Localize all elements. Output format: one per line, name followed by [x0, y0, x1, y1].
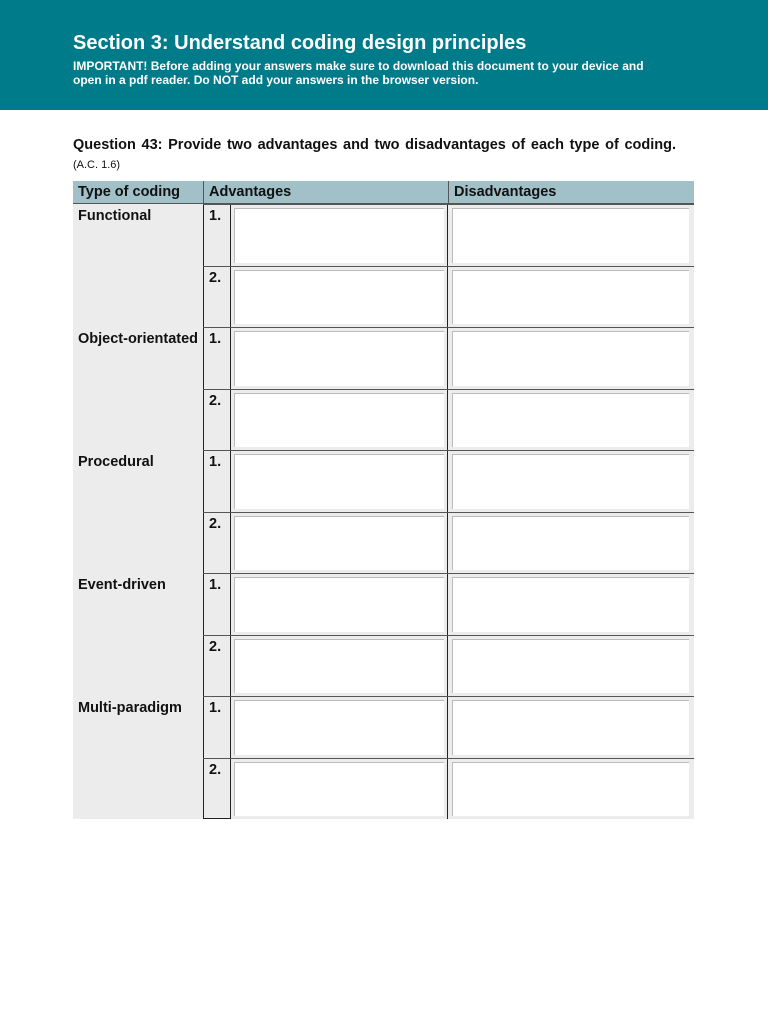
functional-advantage-2-field[interactable]	[234, 270, 444, 324]
procedural-disadvantage-1-field[interactable]	[452, 454, 689, 509]
coding-types-table	[73, 181, 694, 819]
section-banner	[0, 0, 768, 110]
event-driven-disadvantage-1-field[interactable]	[452, 577, 689, 632]
row-group-event-driven	[73, 573, 694, 696]
row-number: 2.	[203, 390, 231, 450]
table-row	[203, 389, 694, 450]
functional-disadvantage-2-field[interactable]	[452, 270, 689, 324]
row-group-functional	[73, 204, 694, 327]
coding-type-label: Object-orientated	[73, 327, 203, 450]
multi-paradigm-advantage-1-field[interactable]	[234, 700, 444, 755]
row-number: 1.	[203, 451, 231, 512]
row-number: 2.	[203, 759, 231, 819]
header-disadvantages: Disadvantages	[448, 181, 694, 203]
row-number: 1.	[203, 328, 231, 389]
functional-disadvantage-1-field[interactable]	[452, 208, 689, 263]
multi-paradigm-disadvantage-1-field[interactable]	[452, 700, 689, 755]
event-driven-advantage-1-field[interactable]	[234, 577, 444, 632]
functional-advantage-1-field[interactable]	[234, 208, 444, 263]
object-orientated-advantage-2-field[interactable]	[234, 393, 444, 447]
procedural-advantage-1-field[interactable]	[234, 454, 444, 509]
row-number: 2.	[203, 267, 231, 327]
row-group-object-orientated	[73, 327, 694, 450]
table-row	[203, 266, 694, 327]
table-row	[203, 635, 694, 696]
procedural-disadvantage-2-field[interactable]	[452, 516, 689, 570]
header-type-of-coding: Type of coding	[78, 184, 181, 200]
row-number: 1.	[203, 205, 231, 266]
assessment-criteria: (A.C. 1.6)	[73, 159, 121, 171]
table-row	[203, 696, 694, 758]
multi-paradigm-advantage-2-field[interactable]	[234, 762, 444, 816]
table-row	[203, 450, 694, 512]
row-group-procedural	[73, 450, 694, 573]
table-row	[203, 327, 694, 389]
table-row	[203, 758, 694, 819]
coding-type-label: Procedural	[73, 450, 203, 573]
object-orientated-advantage-1-field[interactable]	[234, 331, 444, 386]
row-number: 2.	[203, 636, 231, 696]
question-text: Question 43: Provide two advantages and two disadvantages of each type of coding.	[73, 137, 676, 153]
row-number: 1.	[203, 574, 231, 635]
coding-type-label: Event-driven	[73, 573, 203, 696]
row-number: 2.	[203, 513, 231, 573]
important-notice: IMPORTANT! Before adding your answers make sure to download this document to your device and open in a pdf reader. Do NOT add your answers in the browser version.	[73, 59, 644, 87]
table-row	[203, 573, 694, 635]
table-header	[73, 181, 694, 204]
row-number: 1.	[203, 697, 231, 758]
procedural-advantage-2-field[interactable]	[234, 516, 444, 570]
object-orientated-disadvantage-2-field[interactable]	[452, 393, 689, 447]
section-title: Section 3: Understand coding design principles	[73, 32, 527, 54]
event-driven-advantage-2-field[interactable]	[234, 639, 444, 693]
header-advantages: Advantages	[203, 181, 448, 203]
event-driven-disadvantage-2-field[interactable]	[452, 639, 689, 693]
multi-paradigm-disadvantage-2-field[interactable]	[452, 762, 689, 816]
coding-type-label: Multi-paradigm	[73, 696, 203, 819]
table-row	[203, 512, 694, 573]
question-43	[73, 136, 676, 175]
table-row	[203, 204, 694, 266]
coding-type-label: Functional	[73, 204, 203, 327]
row-group-multi-paradigm	[73, 696, 694, 819]
object-orientated-disadvantage-1-field[interactable]	[452, 331, 689, 386]
